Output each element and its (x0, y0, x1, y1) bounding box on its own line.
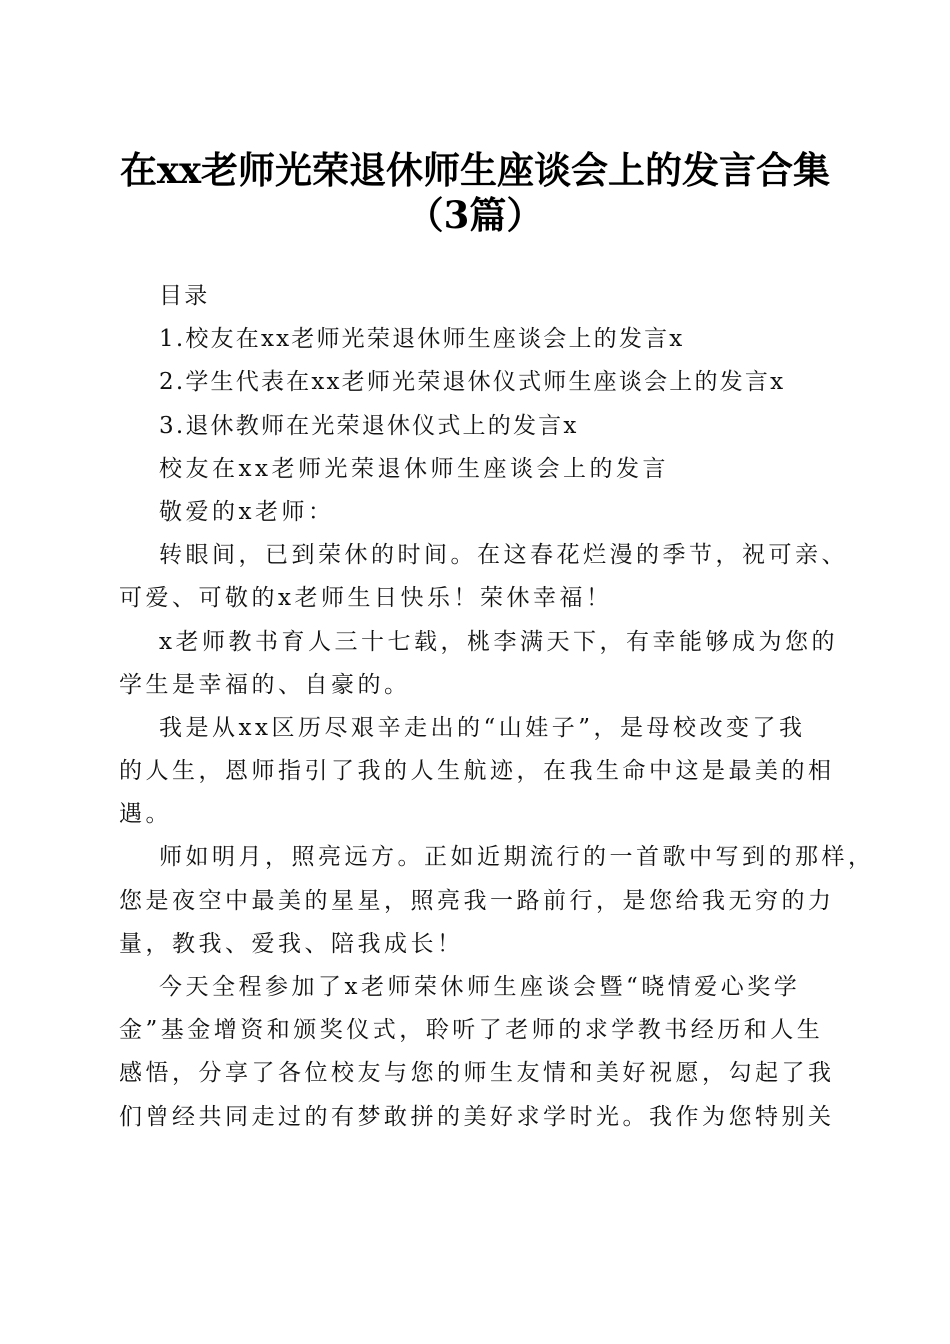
paragraph-line: 们曾经共同走过的有梦敢拼的美好求学时光。我作为您特别关 (119, 1103, 835, 1130)
paragraph-line: 的人生，恩师指引了我的人生航迹，在我生命中这是最美的相 (119, 758, 835, 785)
toc-item: 2.学生代表在xx老师光荣退休仪式师生座谈会上的发言x (159, 369, 786, 396)
paragraph (119, 621, 838, 707)
toc-item: 1.校友在xx老师光荣退休师生座谈会上的发言x (159, 326, 685, 353)
document-title: 在xx老师光荣退休师生座谈会上的发言合集 (119, 148, 831, 192)
paragraph (119, 534, 848, 620)
paragraph (119, 707, 835, 837)
document-body (119, 275, 875, 1139)
paragraph-line: 学生是幸福的、自豪的。 (119, 671, 411, 698)
paragraph-line: 您是夜空中最美的星星，照亮我一路前行，是您给我无穷的力 (119, 887, 835, 914)
paragraph-line: 金”基金增资和颁奖仪式，聆听了老师的求学教书经历和人生 (119, 1017, 824, 1044)
paragraph-line: 今天全程参加了x老师荣休师生座谈会暨“晓情爱心奖学 (159, 974, 801, 1000)
paragraph (119, 966, 835, 1139)
toc-item: 3.退休教师在光荣退休仪式上的发言x (159, 412, 579, 439)
document-title-count: （3篇） (406, 193, 544, 237)
table-of-contents (119, 275, 831, 448)
salutation: 敬爱的x老师： (159, 498, 335, 525)
paragraph-line: 我是从xx区历尽艰辛走出的“山娃子”，是母校改变了我 (159, 714, 806, 741)
paragraph-line: 遇。 (119, 801, 172, 828)
toc-heading: 目录 (159, 283, 210, 309)
paragraph-line: 量，教我、爱我、陪我成长！ (119, 930, 464, 957)
article-title: 校友在xx老师光荣退休师生座谈会上的发言 (159, 455, 669, 482)
paragraph-line: x老师教书育人三十七载，桃李满天下，有幸能够成为您的 (159, 628, 838, 655)
paragraph-line: 转眼间，已到荣休的时间。在这春花烂漫的季节，祝可亲、 (159, 542, 848, 569)
paragraph-line: 感悟，分享了各位校友与您的师生友情和美好祝愿，勾起了我 (119, 1060, 835, 1087)
paragraph (119, 836, 875, 966)
paragraph-line: 可爱、可敬的x老师生日快乐！荣休幸福！ (119, 585, 613, 612)
paragraph-line: 师如明月，照亮远方。正如近期流行的一首歌中写到的那样， (159, 844, 875, 871)
